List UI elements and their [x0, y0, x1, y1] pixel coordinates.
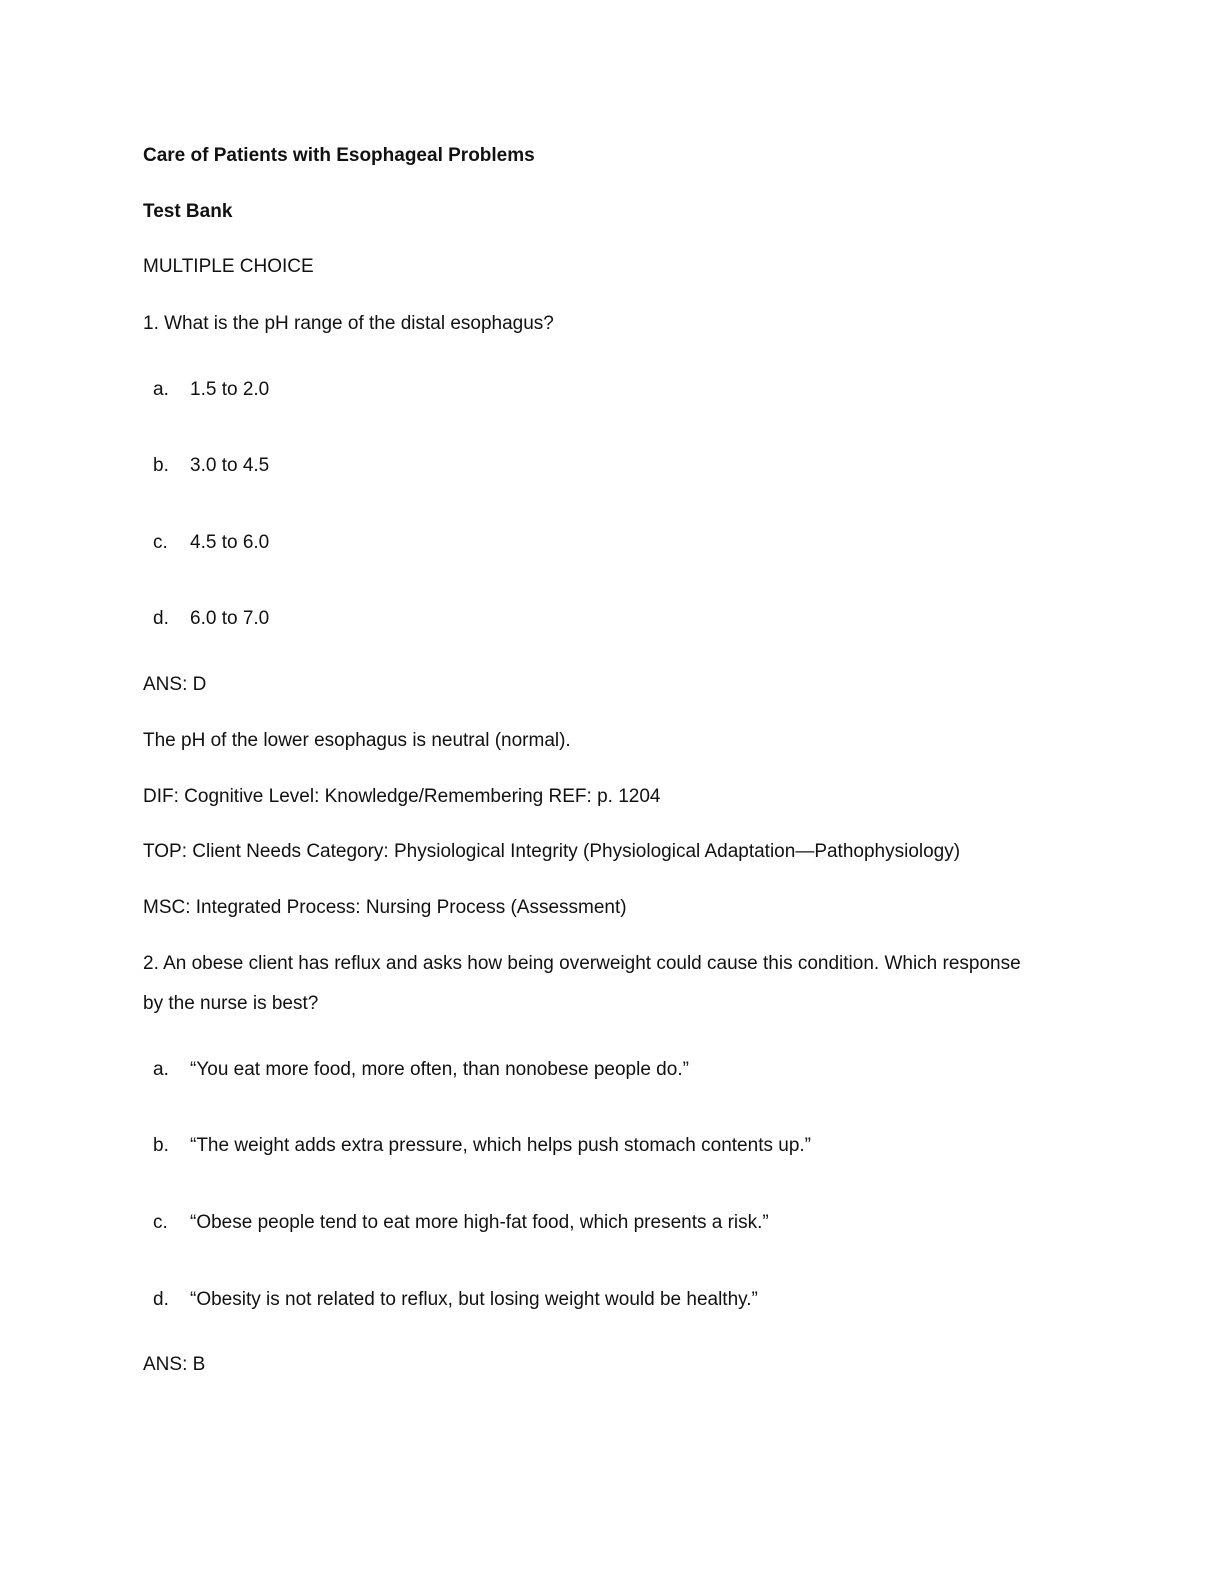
question-1-difficulty: DIF: Cognitive Level: Knowledge/Remembering REF: p. 1204	[143, 786, 661, 807]
option-letter: b.	[153, 455, 169, 476]
section-heading: MULTIPLE CHOICE	[143, 256, 314, 277]
question-2-option-d	[0, 1288, 1224, 1312]
option-text: “Obese people tend to eat more high-fat food, which presents a risk.”	[190, 1212, 769, 1233]
question-2-stem-line-1: 2. An obese client has reflux and asks how being overweight could cause this condition. Which response	[143, 953, 1021, 974]
option-text: 6.0 to 7.0	[190, 608, 270, 629]
option-text: “You eat more food, more often, than nonobese people do.”	[190, 1059, 689, 1080]
question-1-stem: 1. What is the pH range of the distal esophagus?	[143, 313, 554, 334]
document-title: Care of Patients with Esophageal Problems	[143, 145, 535, 166]
option-letter: d.	[153, 1289, 169, 1310]
question-1-option-b	[0, 454, 1224, 478]
question-1-answer: ANS: D	[143, 674, 207, 695]
question-2-answer: ANS: B	[143, 1354, 206, 1375]
option-letter: a.	[153, 379, 169, 400]
option-text: “Obesity is not related to reflux, but losing weight would be healthy.”	[190, 1289, 758, 1310]
option-text: 3.0 to 4.5	[190, 455, 270, 476]
option-letter: c.	[153, 532, 168, 553]
question-1-option-a	[0, 378, 1224, 402]
question-2-stem-line-2: by the nurse is best?	[143, 993, 319, 1014]
option-letter: b.	[153, 1135, 169, 1156]
question-1-option-d	[0, 607, 1224, 631]
option-text: 1.5 to 2.0	[190, 379, 270, 400]
option-letter: a.	[153, 1059, 169, 1080]
question-2-option-b	[0, 1134, 1224, 1158]
option-text: 4.5 to 6.0	[190, 532, 270, 553]
question-1-topic: TOP: Client Needs Category: Physiological Integrity (Physiological Adaptation—Pathophysiology)	[143, 841, 961, 862]
document-subtitle: Test Bank	[143, 201, 233, 222]
question-1-rationale: The pH of the lower esophagus is neutral (normal).	[143, 730, 571, 751]
question-2-option-a	[0, 1058, 1224, 1082]
question-2-option-c	[0, 1211, 1224, 1235]
option-letter: d.	[153, 608, 169, 629]
option-text: “The weight adds extra pressure, which helps push stomach contents up.”	[190, 1135, 811, 1156]
option-letter: c.	[153, 1212, 168, 1233]
question-1-option-c	[0, 531, 1224, 555]
question-1-msc: MSC: Integrated Process: Nursing Process (Assessment)	[143, 897, 627, 918]
